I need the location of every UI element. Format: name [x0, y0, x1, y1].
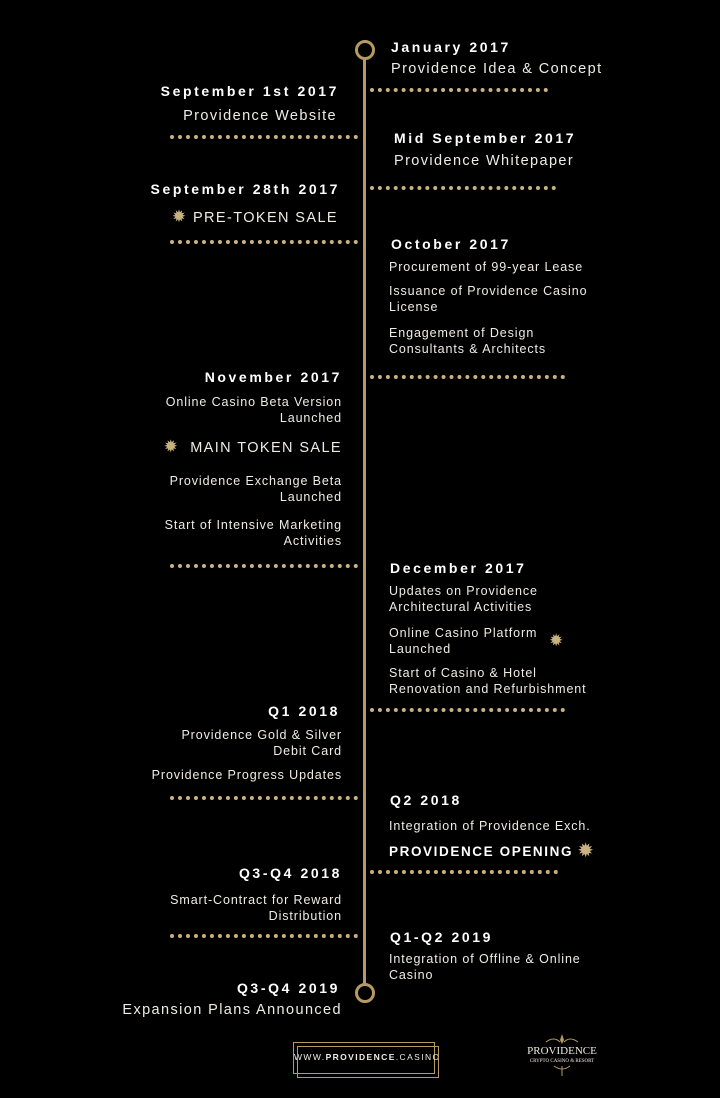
event-item-highlight: [172, 208, 338, 226]
event-date: October 2017: [391, 236, 511, 252]
connector-right: [370, 88, 548, 92]
event-date: January 2017: [391, 39, 511, 55]
connector-left: [170, 240, 358, 244]
event-date: Q2 2018: [390, 792, 462, 808]
connector-left: [170, 934, 358, 938]
connector-right: [370, 186, 556, 190]
event-item: Integration of Offline & Online Casino: [389, 952, 581, 982]
providence-logo: [524, 1032, 600, 1078]
event-item: Expansion Plans Announced: [122, 1002, 342, 1018]
website-url: WWW.PROVIDENCE.CASINO: [294, 1052, 441, 1062]
connector-right: [370, 375, 565, 379]
timeline-end-node: [355, 983, 375, 1003]
event-date: Q1-Q2 2019: [390, 929, 494, 945]
event-item-highlight: [389, 842, 594, 859]
star-burst-icon: ✹: [578, 841, 595, 860]
event-item: Online Casino Platform Launched: [389, 626, 538, 656]
star-burst-icon: ✹: [163, 437, 180, 456]
event-item: PROVIDENCE OPENING: [389, 844, 574, 859]
event-date: Q3-Q4 2018: [238, 865, 342, 881]
event-item: MAIN TOKEN SALE: [190, 440, 342, 456]
event-date: September 1st 2017: [160, 83, 339, 99]
event-date: Q1 2018: [268, 703, 340, 719]
event-item: Providence Progress Updates: [151, 768, 342, 782]
logo-name: PROVIDENCE: [527, 1045, 597, 1057]
connector-right: [370, 870, 558, 874]
event-date: November 2017: [204, 369, 342, 385]
event-item-highlight: [164, 438, 342, 456]
connector-left: [170, 564, 358, 568]
star-burst-icon: ✹: [171, 207, 188, 226]
website-link[interactable]: [293, 1042, 441, 1074]
timeline-start-node: [355, 40, 375, 60]
event-date: Mid September 2017: [394, 130, 577, 146]
event-date: December 2017: [390, 560, 527, 576]
event-item: Providence Whitepaper: [394, 153, 575, 169]
connector-left: [170, 135, 358, 139]
logo-tagline: CRYPTO CASINO & RESORT: [529, 1059, 595, 1064]
event-item: Updates on Providence Architectural Activities: [389, 584, 538, 614]
star-burst-icon: ✹: [549, 631, 564, 650]
event-item: PRE-TOKEN SALE: [192, 210, 338, 226]
connector-left: [170, 796, 358, 800]
event-item: Integration of Providence Exch.: [389, 819, 591, 833]
timeline-spine: [363, 56, 366, 984]
event-item: Online Casino Beta Version Launched: [165, 395, 342, 425]
event-item: Engagement of Design Consultants & Architects: [389, 326, 547, 356]
event-date: September 28th 2017: [150, 181, 340, 197]
event-item: Smart-Contract for Reward Distribution: [170, 893, 342, 923]
event-item: Issuance of Providence Casino License: [389, 284, 588, 314]
event-date: Q3-Q4 2019: [236, 980, 340, 996]
crest-icon: [524, 1032, 600, 1078]
event-item: Start of Casino & Hotel Renovation and Refurbishment: [389, 666, 587, 696]
event-item: Providence Idea & Concept: [391, 61, 603, 77]
event-item: Start of Intensive Marketing Activities: [164, 518, 342, 548]
event-item: Providence Website: [183, 108, 337, 124]
event-item: Providence Exchange Beta Launched: [169, 474, 342, 504]
event-item: Providence Gold & Silver Debit Card: [181, 728, 342, 758]
event-item: Procurement of 99-year Lease: [389, 260, 584, 274]
connector-right: [370, 708, 565, 712]
